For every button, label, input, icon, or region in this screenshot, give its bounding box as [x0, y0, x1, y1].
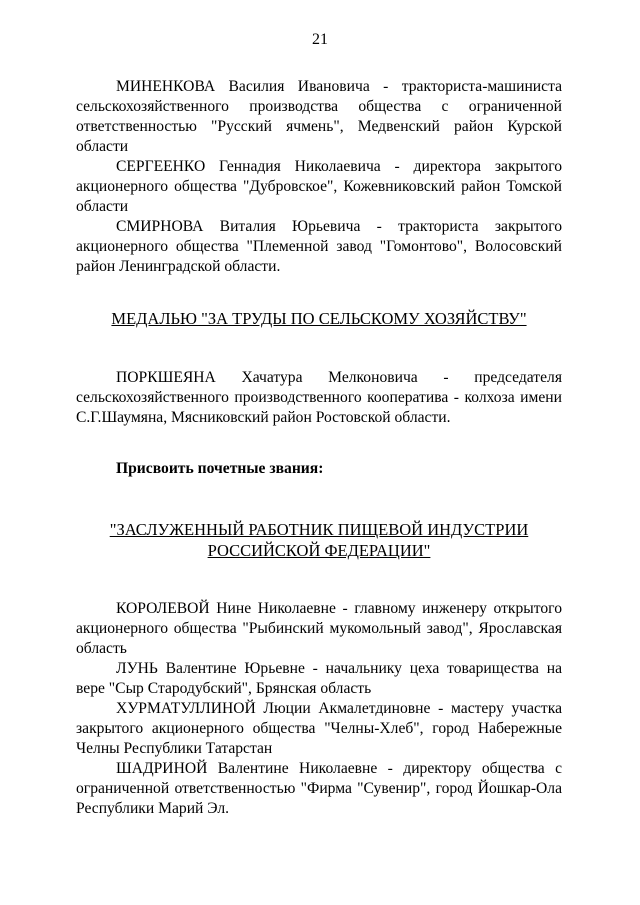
award-paragraph-minenkov: МИНЕНКОВА Василия Ивановича - тракториста-машиниста сельскохозяйственного производства общества с ограниченной ответственностью "Русский ячмень", Медвенский район Курской области	[76, 78, 562, 155]
award-paragraph-smirnov: СМИРНОВА Виталия Юрьевича - тракториста закрытого акционерного общества "Племенной завод "Гомонтово", Волосовский район Ленинградской области.	[76, 218, 562, 275]
award-paragraph-koroleva: КОРОЛЕВОЙ Нине Николаевне - главному инженеру открытого акционерного общества "Рыбинский мукомольный завод", Ярославская область	[76, 600, 562, 657]
medal-heading: МЕДАЛЬЮ "ЗА ТРУДЫ ПО СЕЛЬСКОМУ ХОЗЯЙСТВУ"	[111, 309, 527, 328]
award-paragraph-lun: ЛУНЬ Валентине Юрьевне - начальнику цеха товарищества на вере "Сыр Стародубский", Брянская область	[76, 660, 562, 697]
award-paragraph-sergeenko: СЕРГЕЕНКО Геннадия Николаевича - директора закрытого акционерного общества "Дубровское", Кожевниковский район Томской области	[76, 158, 562, 215]
award-paragraph-porksheyan: ПОРКШЕЯНА Хачатура Мелконовича - председателя сельскохозяйственного производственного кооператива - колхоза имени С.Г.Шаумяна, Мясниковский район Ростовской области.	[76, 369, 562, 426]
honorary-title-heading-line1: "ЗАСЛУЖЕННЫЙ РАБОТНИК ПИЩЕВОЙ ИНДУСТРИИ	[109, 520, 529, 539]
assign-titles-heading: Присвоить почетные звания:	[116, 460, 324, 477]
award-paragraph-shadrina: ШАДРИНОЙ Валентине Николаевне - директору общества с ограниченной ответственностью "Фирма "Сувенир", город Йошкар-Ола Республики Марий Эл.	[76, 760, 562, 817]
page-number: 21	[312, 31, 328, 48]
honorary-title-heading-line2: РОССИЙСКОЙ ФЕДЕРАЦИИ"	[207, 541, 431, 560]
award-paragraph-khurmatullina: ХУРМАТУЛЛИНОЙ Люции Акмалетдиновне - мастеру участка закрытого акционерного общества "Челны-Хлеб", город Набережные Челны Республики Татарстан	[76, 700, 562, 757]
